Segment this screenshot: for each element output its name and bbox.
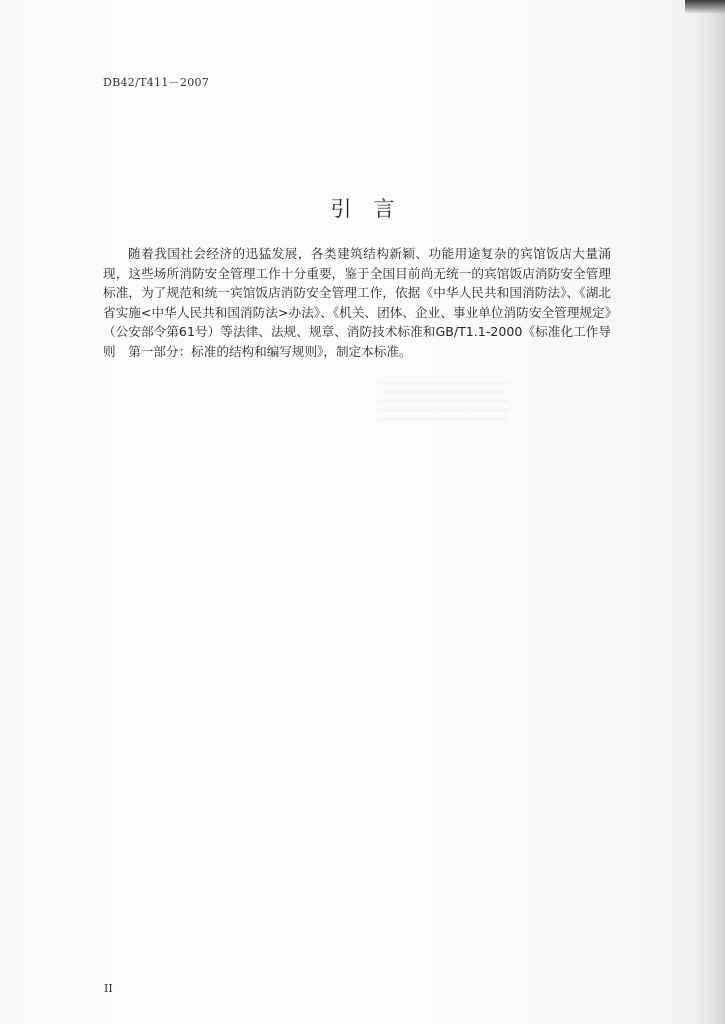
scan-corner-shadow <box>685 0 725 14</box>
page-number: II <box>104 982 113 995</box>
page-edge-shadow <box>695 0 725 1024</box>
section-title: 引言 <box>330 197 417 221</box>
intro-paragraph: 随着我国社会经济的迅猛发展，各类建筑结构新颖、功能用途复杂的宾馆饭店大量涌现，这些场所消防安全管理工作十分重要，鉴于全国目前尚无统一的宾馆饭店消防安全管理标准，为了规范和统一宾馆饭店消防安全管理工作，依据《中华人民共和国消防法》、《湖北省实施<中华人民共和国消防法>办法》、《机关、团体、企业、事业单位消防安全管理规定》（公安部令第61号）等法律、法规、规章、消防技术标准和GB/T1.1-2000《标准化工作导则 第一部分：标准的结构和编写规则》，制定本标准。 <box>103 246 611 359</box>
show-through-artifact <box>378 380 508 420</box>
standard-code: DB42/T411－2007 <box>103 76 210 89</box>
